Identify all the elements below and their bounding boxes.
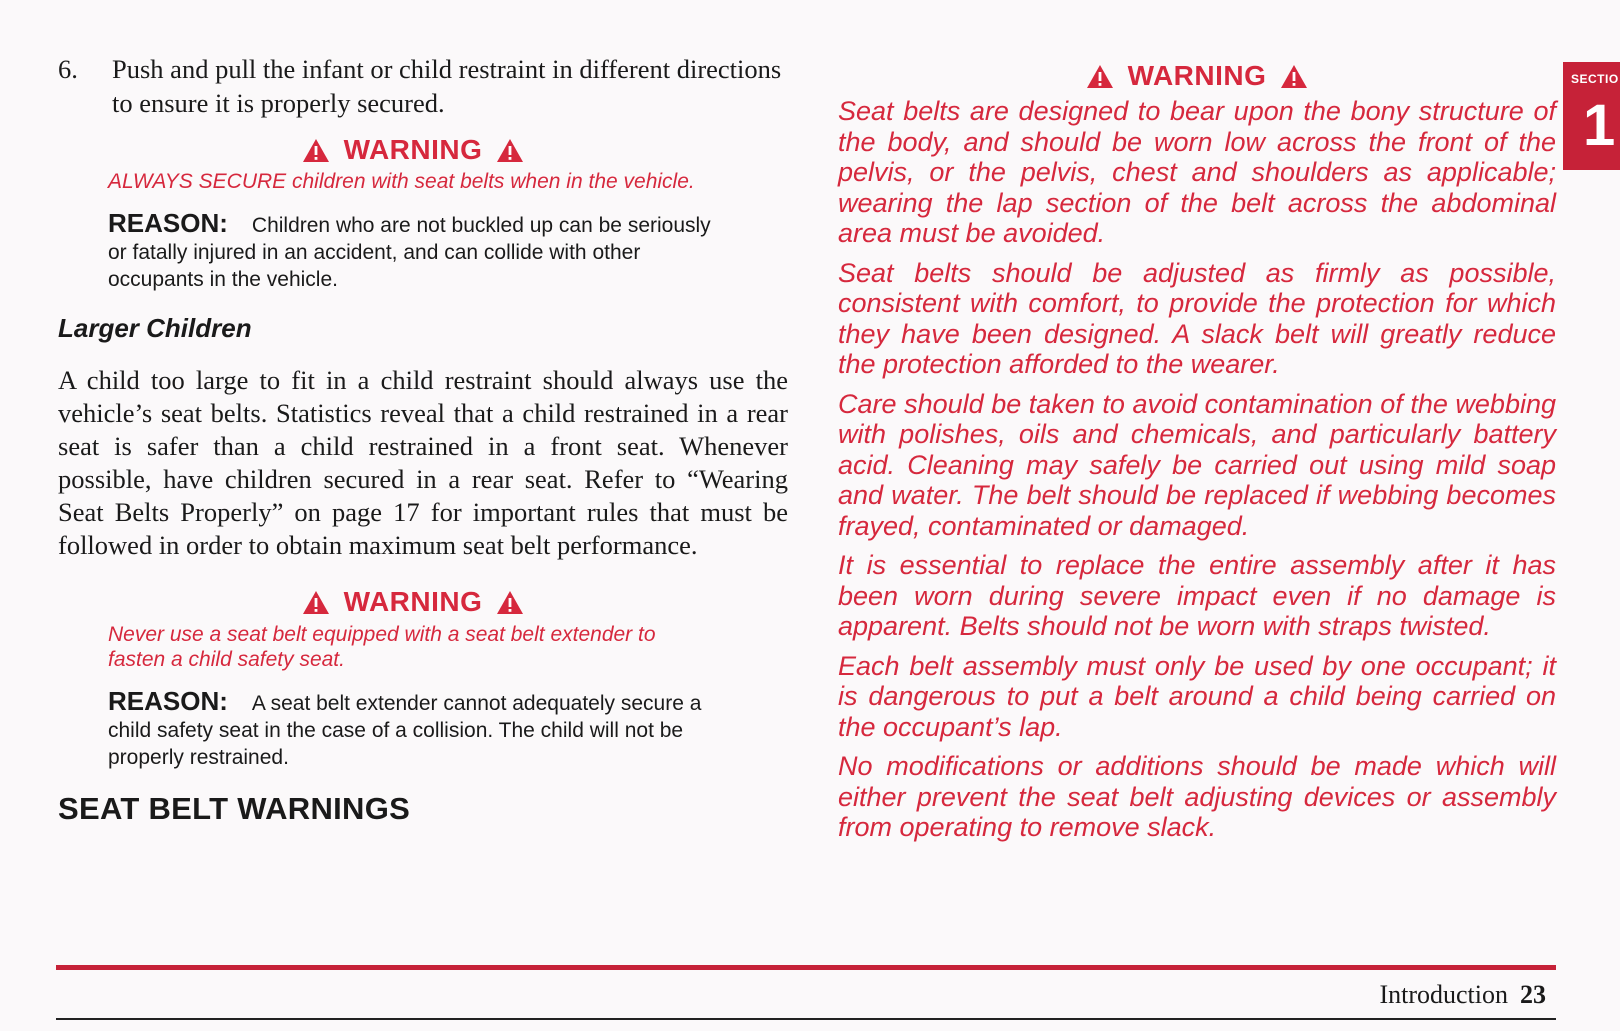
warning-heading — [108, 586, 718, 618]
warning-paragraph: Seat belts are designed to bear upon the bony structure of the body, and should be worn low across the front of the pelvis, or the pelvis, chest and shoulders as applicable; wearing the lap section of the belt across the abdominal area must be avoided. — [838, 96, 1556, 248]
step-text: Push and pull the infant or child restraint in different directions to ensure it is properly secured. — [112, 54, 782, 118]
warning-box-1 — [108, 134, 718, 293]
warning-paragraph: Each belt assembly must only be used by one occupant; it is dangerous to put a belt around a child being carried on the occupant’s lap. — [838, 650, 1556, 742]
footer-black-rule — [56, 1018, 1556, 1020]
warning-triangle-icon — [302, 590, 330, 615]
warning-paragraph: No modifications or additions should be made which will either prevent the seat belt adjusting devices or assembly from operating to remove slack. — [838, 751, 1556, 842]
reason-label: REASON: — [108, 686, 228, 716]
section-title: SEAT BELT WARNINGS — [58, 791, 411, 826]
section-tab — [1563, 62, 1620, 170]
page-number: 23 — [1520, 980, 1546, 1009]
warning-triangle-icon — [302, 138, 330, 163]
section-tab-label: SECTIO — [1571, 72, 1619, 86]
warning-paragraph: Care should be taken to avoid contamination of the webbing with polishes, oils and chemicals, and particularly battery acid. Cleaning may safely be carried out using mild soap and water. The belt should be replaced if webbing becomes frayed, contaminated or damaged. — [838, 388, 1556, 541]
warning-paragraph: Seat belts should be adjusted as firmly as possible, consistent with comfort, to provide the protection for which they have been designed. A slack belt will greatly reduce the protection afforded to the wearer. — [838, 257, 1556, 379]
warning-heading — [108, 134, 718, 166]
larger-children-paragraph: A child too large to fit in a child restraint should always use the vehicle’s seat belts. Statistics reveal that a child restrained in a rear seat is safer than a child restrained in a front seat. Whenever possible, have children secured in a rear seat. Refer to “Wearing Seat Belts Properly” on page 17 for important rules that must be followed in order to obtain maximum seat belt performance. — [58, 365, 788, 560]
warning-heading-text: WARNING — [343, 586, 483, 617]
warning-triangle-icon — [496, 590, 524, 615]
left-column — [58, 52, 788, 827]
warning-heading-text: WARNING — [343, 134, 483, 165]
warning-paragraph: It is essential to replace the entire assembly after it has been worn during severe impact even if no damage is apparent. Belts should not be worn with straps twisted. — [838, 550, 1556, 641]
step-6 — [58, 52, 788, 120]
right-column — [838, 60, 1556, 852]
warning-triangle-icon — [496, 138, 524, 163]
reason-block — [108, 210, 718, 293]
reason-text: Children who are not buckled up can be seriously or fatally injured in an accident, and can collide with other occupants in the vehicle. — [108, 214, 711, 291]
warning-heading — [838, 60, 1556, 92]
step-number: 6. — [58, 54, 78, 84]
reason-text: A seat belt extender cannot adequately secure a child safety seat in the case of a collision. The child will not be properly restrained. — [108, 692, 702, 769]
page-footer — [1379, 980, 1546, 1010]
warning-heading-text: WARNING — [1127, 60, 1267, 91]
reason-label: REASON: — [108, 208, 228, 238]
subheading-larger-children: Larger Children — [58, 313, 252, 343]
footer-section: Introduction — [1379, 980, 1508, 1009]
footer-red-rule — [56, 965, 1556, 970]
warning-body: Never use a seat belt equipped with a seat belt extender to fasten a child safety seat. — [108, 623, 656, 671]
warning-triangle-icon — [1086, 64, 1114, 89]
section-tab-number: 1 — [1583, 93, 1616, 158]
warning-box-2 — [108, 586, 718, 771]
warning-body: ALWAYS SECURE children with seat belts when in the vehicle. — [108, 170, 695, 193]
reason-block — [108, 688, 718, 771]
warning-triangle-icon — [1280, 64, 1308, 89]
